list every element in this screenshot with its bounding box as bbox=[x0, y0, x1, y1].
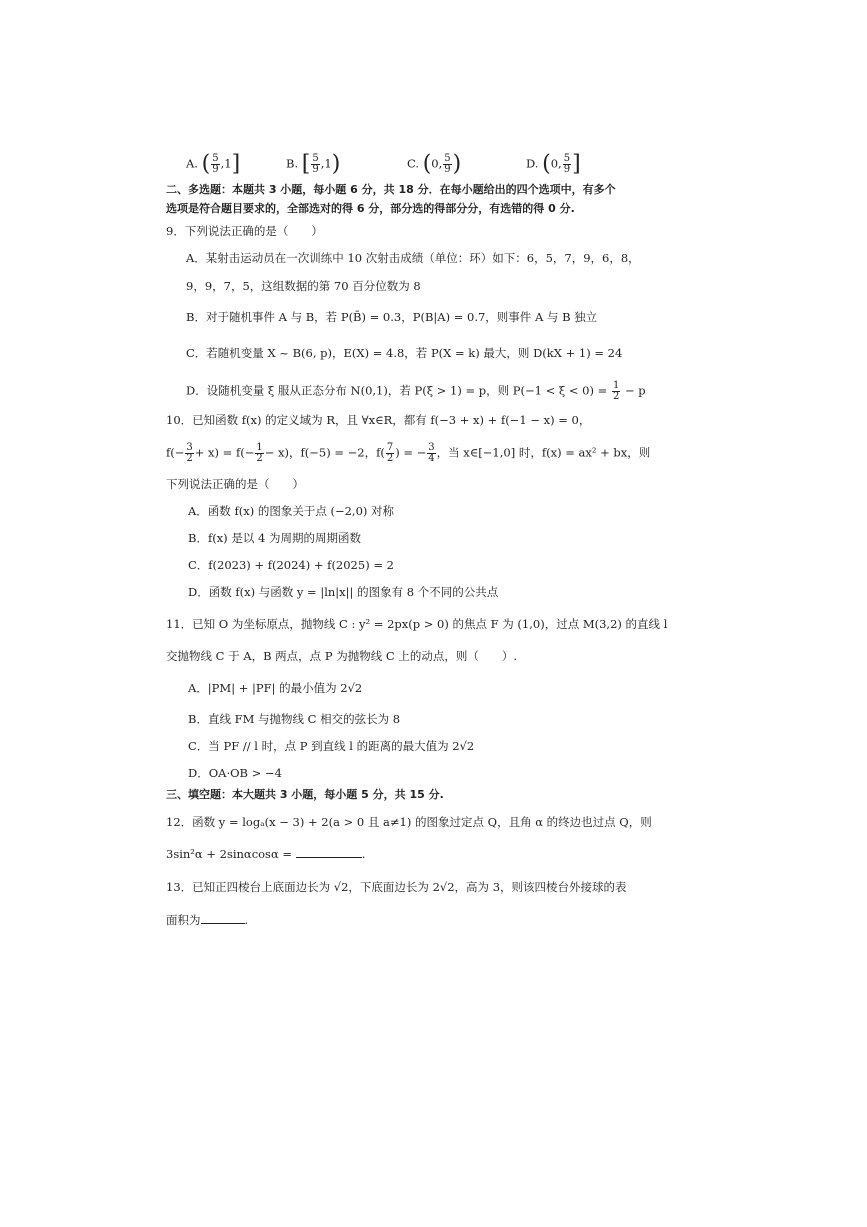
q9-option-a-line2: 9，9，7，5，这组数据的第 70 百分位数为 8 bbox=[186, 279, 421, 293]
q8-option-c: C. (0, $\frac{5}{9}$ ) bbox=[407, 151, 462, 177]
q10-option-a: A．函数 f(x) 的图象关于点 (−2,0) 对称 bbox=[188, 504, 395, 518]
q11-option-d: D．OA·OB > −4 bbox=[188, 766, 282, 780]
q10-stem-line2: f(− $\frac{3}{2}$ + x) = f(− $\frac{1}{2}$ − x)，f(−5) = −2，f( $\frac{7}{2}$ ) = − $\frac{3}{4}$ ，当 x∈[−1,0] 时，f(x) = ax² + bx，则 bbox=[166, 442, 651, 464]
q8-option-a: A. ( $\frac{5}{9}$ ,1] bbox=[186, 151, 241, 177]
q9-option-a-line1: A．某射击运动员在一次训练中 10 次射击成绩（单位：环）如下：6，5，7，9，6，8， bbox=[186, 251, 640, 265]
q10-option-d: D．函数 f(x) 与函数 y = |ln|x|| 的图象有 8 个不同的公共点 bbox=[188, 585, 499, 599]
q13-stem-line1: 13．已知正四棱台上底面边长为 √2，下底面边长为 2√2，高为 3，则该四棱台外接球的表 bbox=[166, 880, 627, 894]
q12-answer-blank[interactable] bbox=[296, 845, 362, 858]
q11-option-c: C．当 PF // l 时，点 P 到直线 l 的距离的最大值为 2√2 bbox=[188, 739, 475, 753]
q10-stem-line3: 下列说法正确的是（ ） bbox=[166, 477, 304, 491]
section3-heading: 三、填空题：本大题共 3 小题，每小题 5 分，共 15 分. bbox=[166, 788, 444, 801]
q13-stem-line2: 面积为 . bbox=[166, 913, 249, 927]
q9-stem: 9．下列说法正确的是（ ） bbox=[166, 224, 323, 238]
q9-option-b: B．对于随机事件 A 与 B，若 P(B̄) = 0.3，P(B|A) = 0.7，则事件 A 与 B 独立 bbox=[186, 310, 598, 324]
q12-stem-line2: 3sin²α + 2sinαcosα = . bbox=[166, 847, 366, 861]
section2-heading-line1: 二、多选题：本题共 3 小题，每小题 6 分，共 18 分．在每小题给出的四个选项中，有多个 bbox=[166, 183, 616, 196]
q11-stem-line2: 交抛物线 C 于 A，B 两点，点 P 为抛物线 C 上的动点，则（ ）. bbox=[166, 649, 517, 663]
q11-stem-line1: 11．已知 O 为坐标原点，抛物线 C : y² = 2px(p > 0) 的焦点 F 为 (1,0)，过点 M(3,2) 的直线 l bbox=[166, 617, 668, 631]
q10-option-c: C．f(2023) + f(2024) + f(2025) = 2 bbox=[188, 558, 394, 572]
q11-option-b: B．直线 FM 与抛物线 C 相交的弦长为 8 bbox=[188, 712, 401, 726]
q10-stem-line1: 10．已知函数 f(x) 的定义域为 R，且 ∀x∈R，都有 f(−3 + x) + f(−1 − x) = 0， bbox=[166, 413, 591, 427]
q9-option-c: C．若随机变量 X ~ B(6, p)，E(X) = 4.8，若 P(X = k) 最大，则 D(kX + 1) = 24 bbox=[186, 346, 623, 360]
q9-option-d: D．设随机变量 ξ 服从正态分布 N(0,1)，若 P(ξ > 1) = p，则 P(−1 < ξ < 0) = $\frac{1}{2}$ − p bbox=[186, 380, 646, 402]
section2-heading-line2: 选项是符合题目要求的，全部选对的得 6 分，部分选的得部分分，有选错的得 0 分. bbox=[166, 202, 575, 215]
q8-option-d: D. (0, $\frac{5}{9}$ ] bbox=[526, 151, 581, 177]
q12-stem-line1: 12．函数 y = logₐ(x − 3) + 2(a > 0 且 a≠1) 的图象过定点 Q，且角 α 的终边也过点 Q，则 bbox=[166, 815, 652, 829]
q8-option-b: B. [ $\frac{5}{9}$ ,1) bbox=[286, 151, 341, 177]
q13-answer-blank[interactable] bbox=[201, 911, 245, 924]
q10-option-b: B．f(x) 是以 4 为周期的周期函数 bbox=[188, 531, 361, 545]
q11-option-a: A．|PM| + |PF| 的最小值为 2√2 bbox=[188, 681, 363, 695]
